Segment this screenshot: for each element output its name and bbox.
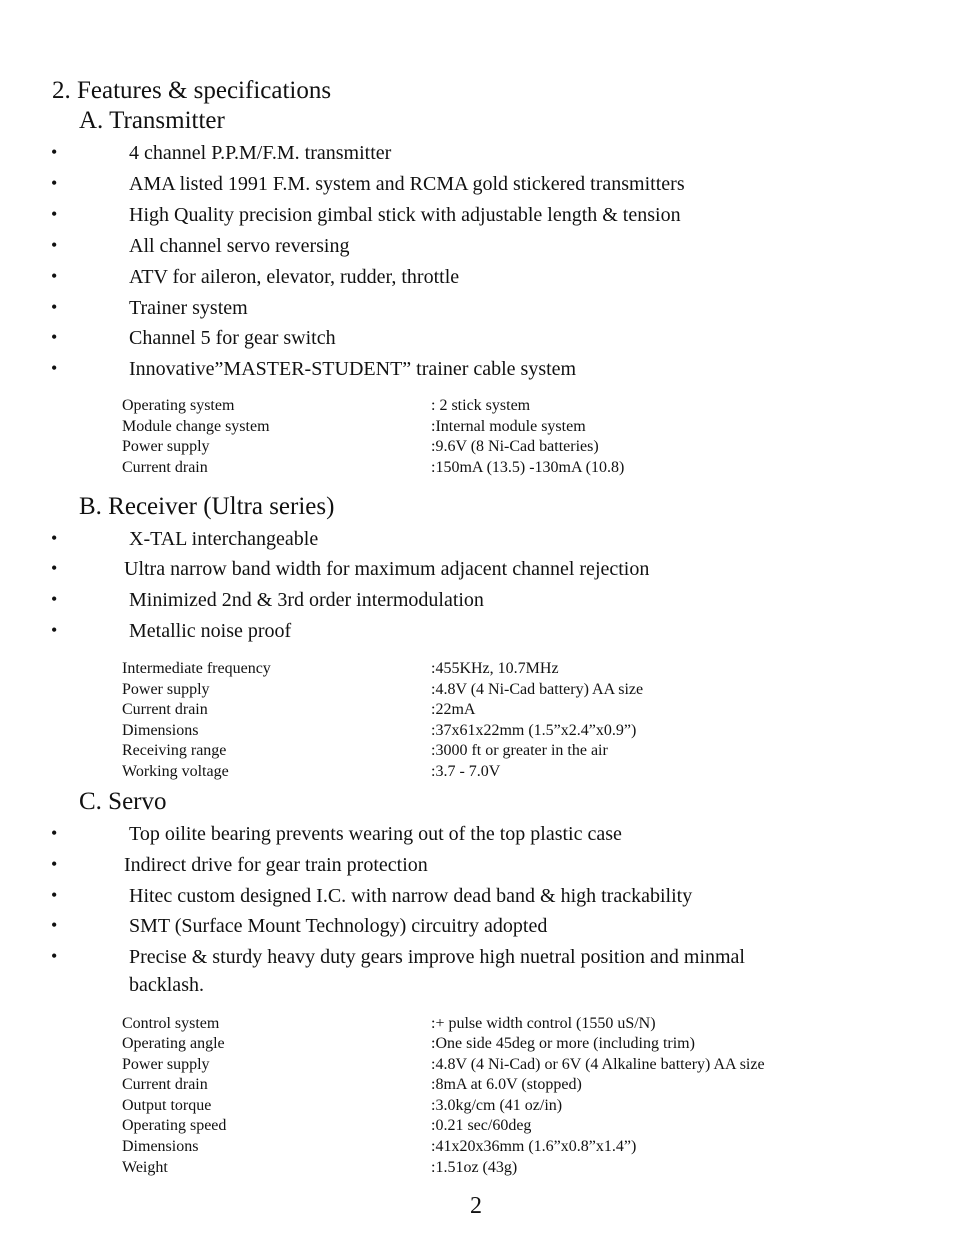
list-item: Trainer system — [129, 297, 248, 319]
list-item: Hitec custom designed I.C. with narrow dead band & high trackability — [129, 885, 693, 907]
list-item: Innovative”MASTER-STUDENT” trainer cable system — [129, 358, 577, 380]
section-title-transmitter: A. Transmitter — [79, 107, 225, 134]
bullet-icon: • — [51, 854, 58, 874]
list-item: Metallic noise proof — [129, 620, 292, 642]
list-item: Ultra narrow band width for maximum adjacent channel rejection — [124, 558, 650, 580]
spec-label: Working voltage — [122, 763, 229, 780]
spec-label: Control system — [122, 1015, 220, 1032]
section-title-servo: C. Servo — [79, 788, 167, 815]
spec-value: :3.0kg/cm (41 oz/in) — [431, 1097, 563, 1114]
bullet-icon: • — [51, 823, 58, 843]
list-item: SMT (Surface Mount Technology) circuitry adopted — [129, 915, 548, 937]
bullet-icon: • — [51, 358, 58, 378]
page-heading: 2. Features & specifications — [52, 77, 332, 104]
spec-label: Power supply — [122, 1056, 210, 1073]
page-number: 2 — [470, 1193, 482, 1219]
bullet-icon: • — [51, 915, 58, 935]
spec-value: :150mA (13.5) -130mA (10.8) — [431, 459, 625, 476]
spec-value: :9.6V (8 Ni-Cad batteries) — [431, 438, 599, 455]
bullet-icon: • — [51, 885, 58, 905]
spec-label: Receiving range — [122, 742, 227, 759]
bullet-icon: • — [51, 558, 58, 578]
list-item: Channel 5 for gear switch — [129, 327, 336, 349]
list-item: High Quality precision gimbal stick with adjustable length & tension — [129, 204, 681, 226]
bullet-icon: • — [51, 204, 58, 224]
bullet-icon: • — [51, 589, 58, 609]
bullet-icon: • — [51, 235, 58, 255]
spec-value: : 2 stick system — [431, 397, 531, 414]
spec-label: Current drain — [122, 459, 208, 476]
section-title-receiver: B. Receiver (Ultra series) — [79, 493, 335, 520]
list-item: 4 channel P.P.M/F.M. transmitter — [129, 142, 392, 164]
bullet-icon: • — [51, 173, 58, 193]
spec-value: :3000 ft or greater in the air — [431, 742, 608, 759]
spec-value: :455KHz, 10.7MHz — [431, 660, 559, 677]
list-item: Precise & sturdy heavy duty gears improve high nuetral position and minmal — [129, 946, 745, 968]
spec-value: :1.51oz (43g) — [431, 1159, 518, 1176]
spec-value: :22mA — [431, 701, 476, 718]
list-item: ATV for aileron, elevator, rudder, throttle — [129, 266, 460, 288]
spec-label: Power supply — [122, 438, 210, 455]
spec-label: Current drain — [122, 701, 208, 718]
bullet-icon: • — [51, 528, 58, 548]
spec-value: :4.8V (4 Ni-Cad) or 6V (4 Alkaline battery) AA size — [431, 1056, 765, 1073]
spec-value: :37x61x22mm (1.5”x2.4”x0.9”) — [431, 722, 637, 739]
spec-value: :+ pulse width control (1550 uS/N) — [431, 1015, 656, 1032]
list-item: Minimized 2nd & 3rd order intermodulation — [129, 589, 484, 611]
bullet-icon: • — [51, 946, 58, 966]
spec-value: :41x20x36mm (1.6”x0.8”x1.4”) — [431, 1138, 637, 1155]
spec-label: Current drain — [122, 1076, 208, 1093]
bullet-icon: • — [51, 620, 58, 640]
spec-value: :0.21 sec/60deg — [431, 1117, 532, 1134]
spec-label: Operating angle — [122, 1035, 225, 1052]
bullet-icon: • — [51, 327, 58, 347]
list-item: Top oilite bearing prevents wearing out of the top plastic case — [129, 823, 622, 845]
spec-value: :4.8V (4 Ni-Cad battery) AA size — [431, 681, 644, 698]
list-item: All channel servo reversing — [129, 235, 350, 257]
spec-value: :8mA at 6.0V (stopped) — [431, 1076, 582, 1093]
spec-label: Dimensions — [122, 722, 199, 739]
spec-label: Module change system — [122, 418, 270, 435]
spec-label: Output torque — [122, 1097, 212, 1114]
list-item: X-TAL interchangeable — [129, 528, 319, 550]
spec-value: :One side 45deg or more (including trim) — [431, 1035, 695, 1052]
spec-label: Intermediate frequency — [122, 660, 271, 677]
spec-value: :3.7 - 7.0V — [431, 763, 501, 780]
bullet-icon: • — [51, 266, 58, 286]
list-item: AMA listed 1991 F.M. system and RCMA gold stickered transmitters — [129, 173, 685, 195]
list-item: Indirect drive for gear train protection — [124, 854, 428, 876]
spec-label: Power supply — [122, 681, 210, 698]
spec-label: Operating speed — [122, 1117, 227, 1134]
spec-label: Weight — [122, 1159, 168, 1176]
list-item-continuation: backlash. — [129, 974, 204, 996]
bullet-icon: • — [51, 297, 58, 317]
spec-value: :Internal module system — [431, 418, 586, 435]
bullet-icon: • — [51, 142, 58, 162]
spec-label: Operating system — [122, 397, 235, 414]
spec-label: Dimensions — [122, 1138, 199, 1155]
